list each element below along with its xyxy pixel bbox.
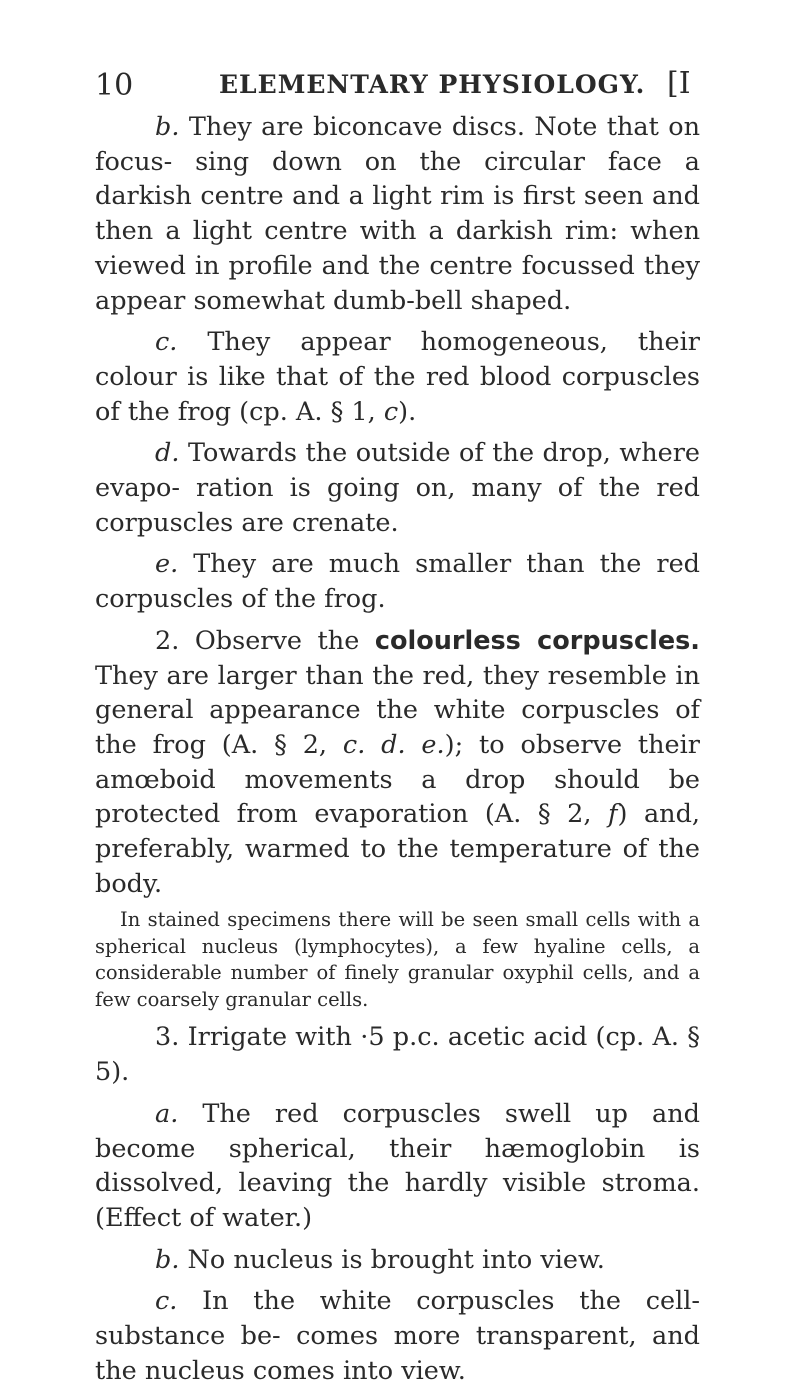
paragraph-b xyxy=(95,110,700,318)
item-marker: c. xyxy=(155,1286,178,1317)
running-header xyxy=(95,62,695,108)
paragraph-text: ); to observe their amœboid movements a drop should be protected from evaporation (A. § 2, xyxy=(95,729,700,830)
item-marker: a. xyxy=(155,1098,179,1129)
item-marker: b. xyxy=(155,112,180,142)
note-text: In stained specimens there will be seen small cells with a spherical nucleus (lymphocytes), a few hyaline cells, a considerable number of finely granular oxyphil cells, and a few coarsely granular cells. xyxy=(95,908,700,1011)
paragraph-3b xyxy=(95,1243,700,1278)
item-marker: e. xyxy=(155,549,179,580)
paragraph-3c xyxy=(95,1284,700,1388)
paragraph-text: Irrigate with ·5 p.c. acetic acid (cp. A. § 5). xyxy=(95,1022,700,1088)
paragraph-text: They are biconcave discs. Note that on focus- sing down on the circular face a darkish centre and a light rim is first seen and then a light centre with a darkish rim: when viewed in profile and the centre focussed they appear somewhat dumb-bell shaped. xyxy=(95,112,700,316)
paragraph-3a xyxy=(95,1097,700,1236)
paragraph-e xyxy=(95,547,700,616)
chapter-bracket: [I xyxy=(667,66,691,101)
paragraph-text: They appear homogeneous, their colour is like that of the red blood corpuscles of the frog (cp. A. § 1, xyxy=(95,327,700,427)
paragraph-text: They are larger than the red, they resemble in general appearance the white corpuscles of the frog (A. § 2, xyxy=(95,660,700,760)
paragraph-3 xyxy=(95,1020,700,1089)
paragraph-text: ) and, preferably, warmed to the temperature of the body. xyxy=(95,799,701,899)
running-title: ELEMENTARY PHYSIOLOGY. xyxy=(219,70,646,99)
paragraph-text: In the white corpuscles the cell-substance be- comes more transparent, and the nucleus comes into view. xyxy=(95,1286,700,1386)
page-number: 10 xyxy=(95,68,134,103)
italic-reference: f xyxy=(608,799,618,830)
section-number: 2. xyxy=(155,625,180,656)
item-marker: c. xyxy=(155,327,178,358)
paragraph-d xyxy=(95,436,700,540)
italic-reference: c. d. e. xyxy=(342,729,445,760)
item-marker: d. xyxy=(155,438,180,469)
paragraph-text: Observe the xyxy=(179,625,375,656)
section-number: 3. xyxy=(155,1022,180,1053)
paragraph-text: No nucleus is brought into view. xyxy=(179,1244,605,1275)
bold-term: colourless corpuscles. xyxy=(374,625,700,656)
paragraph-text: They are much smaller than the red corpuscles of the frog. xyxy=(95,549,700,615)
paragraph-text: ). xyxy=(398,396,417,427)
body-text xyxy=(95,110,700,1389)
paragraph-2 xyxy=(95,624,700,902)
paragraph-text: Towards the outside of the drop, where evapo- ration is going on, many of the red corpuscles are crenate. xyxy=(95,438,700,538)
small-print-note xyxy=(95,907,700,1013)
item-marker: b. xyxy=(155,1244,180,1275)
paragraph-c xyxy=(95,325,700,429)
paragraph-text: The red corpuscles swell up and become spherical, their hæmoglobin is dissolved, leaving the hardly visible stroma. (Effect of water.) xyxy=(95,1098,700,1233)
italic-reference: c xyxy=(383,396,399,427)
